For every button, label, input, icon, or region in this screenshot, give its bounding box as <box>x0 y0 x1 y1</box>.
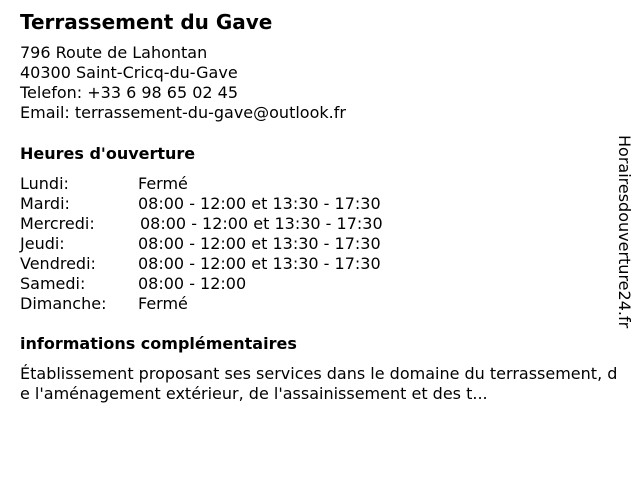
time-value: 08:00 - 12:00 et 13:30 - 17:30 <box>140 214 383 233</box>
time-value: Fermé <box>138 294 188 313</box>
opening-hours-heading: Heures d'ouverture <box>20 144 196 163</box>
day-label: Lundi: <box>20 174 69 193</box>
day-label: Mercredi: <box>20 214 95 233</box>
site-watermark: Horairesdouverture24.fr <box>615 135 634 329</box>
additional-info-text: Établissement proposant ses services dans le domaine du terrassement, de l'aménagement extérieur, de l'assainissement et des t... <box>20 364 618 403</box>
business-name: Terrassement du Gave <box>20 10 273 34</box>
city-postal: 40300 Saint-Cricq-du-Gave <box>20 63 238 82</box>
time-value: 08:00 - 12:00 et 13:30 - 17:30 <box>138 234 381 253</box>
time-value: 08:00 - 12:00 <box>138 274 247 293</box>
time-value: Fermé <box>138 174 188 193</box>
day-label: Jeudi: <box>20 234 65 253</box>
day-label: Samedi: <box>20 274 86 293</box>
street-address: 796 Route de Lahontan <box>20 43 208 62</box>
day-label: Dimanche: <box>20 294 107 313</box>
day-label: Mardi: <box>20 194 70 213</box>
address-block <box>20 43 346 123</box>
day-label: Vendredi: <box>20 254 96 273</box>
email-address: Email: terrassement-du-gave@outlook.fr <box>20 103 346 122</box>
phone-number: Telefon: +33 6 98 65 02 45 <box>20 83 239 102</box>
time-value: 08:00 - 12:00 et 13:30 - 17:30 <box>138 194 381 213</box>
time-value: 08:00 - 12:00 et 13:30 - 17:30 <box>138 254 381 273</box>
additional-info-heading: informations complémentaires <box>20 334 297 353</box>
